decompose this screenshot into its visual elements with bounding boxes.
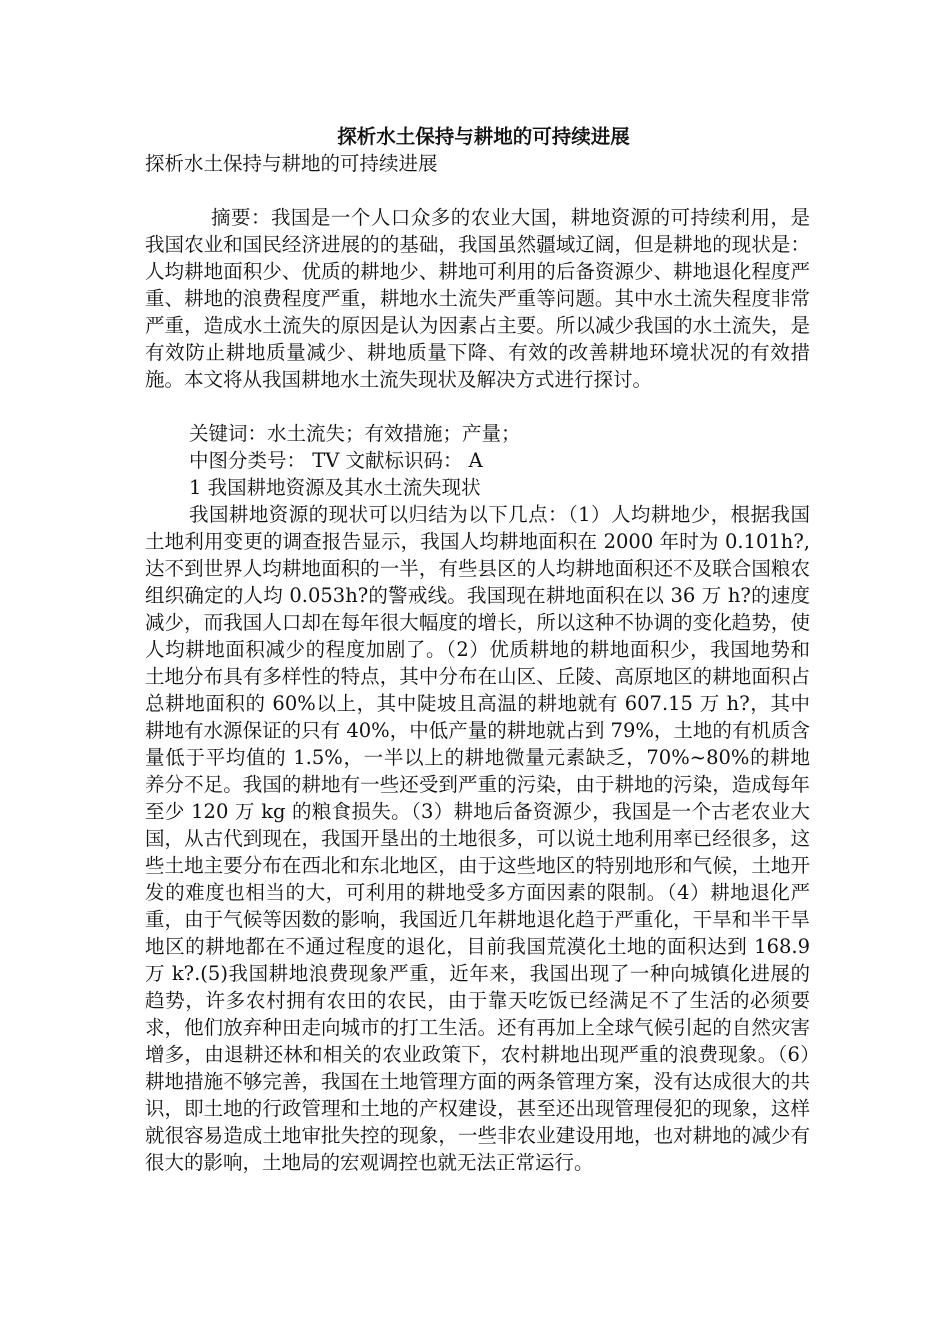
blank-line: [145, 177, 810, 204]
blank-line: [145, 393, 810, 420]
section-heading: 1 我国耕地资源及其水土流失现状: [189, 476, 481, 499]
abstract-paragraph: 摘要：我国是一个人口众多的农业大国，耕地资源的可持续利用，是我国农业和国民经济进展的的基础，我国虽然疆域辽阔，但是耕地的现状是：人均耕地面积少、优质的耕地少、耕地可利用的后备资源少、耕地退化程度严重、耕地的浪费程度严重，耕地水土流失严重等问题。其中水土流失程度非常严重，造成水土流失的原因是认为因素占主要。所以减少我国的水土流失，是有效防止耕地质量减少、耕地质量下降、有效的改善耕地环境状况的有效措施。本文将从我国耕地水土流失现状及解决方式进行探讨。: [145, 206, 810, 391]
document-title: 探析水土保持与耕地的可持续进展: [337, 125, 630, 148]
classification-line: 中图分类号： TV 文献标识码： A: [189, 449, 483, 472]
keywords-line: 关键词：水土流失；有效措施；产量；: [189, 422, 521, 445]
document-subtitle: 探析水土保持与耕地的可持续进展: [145, 152, 438, 175]
body-paragraph: 我国耕地资源的现状可以归结为以下几点：（1）人均耕地少，根据我国土地利用变更的调查报告显示，我国人均耕地面积在 2000 年时为 0.101h?,达不到世界人均耕地面积的一半，有些县区的人均耕地面积还不及联合国粮农组织确定的人均 0.053h?的警戒线。我国现在耕地面积在以 36 万 h?的速度减少，而我国人口却在每年很大幅度的增长，所以这种不协调的变化趋势，使人均耕地面积减少的程度加剧了。（2）优质耕地的耕地面积少，我国地势和土地分布具有多样性的特点，其中分布在山区、丘陵、高原地区的耕地面积占总耕地面积的 60%以上，其中陡坡且高温的耕地就有 607.15 万 h?，其中耕地有水源保证的只有 40%，中低产量的耕地就占到 79%，土地的有机质含量低于平均值的 1.5%，一半以上的耕地微量元素缺乏，70%~80%的耕地养分不足。我国的耕地有一些还受到严重的污染，由于耕地的污染，造成每年至少 120 万 kg 的粮食损失。（3）耕地后备资源少，我国是一个古老农业大国，从古代到现在，我国开垦出的土地很多，可以说土地利用率已经很多，这些土地主要分布在西北和东北地区，由于这些地区的特别地形和气候，土地开发的难度也相当的大，可利用的耕地受多方面因素的限制。（4）耕地退化严重，由于气候等因数的影响，我国近几年耕地退化趋于严重化，干旱和半干旱地区的耕地都在不通过程度的退化，目前我国荒漠化土地的面积达到 168.9 万 k?.(5)我国耕地浪费现象严重，近年来，我国出现了一种向城镇化进展的趋势，许多农村拥有农田的农民，由于靠天吃饭已经满足不了生活的必须要求，他们放弃种田走向城市的打工生活。还有再加上全球气候引起的自然灾害增多，由退耕还林和相关的农业政策下，农村耕地出现严重的浪费现象。（6）耕地措施不够完善，我国在土地管理方面的两条管理方案，没有达成很大的共识，即土地的行政管理和土地的产权建设，甚至还出现管理侵犯的现象，这样就很容易造成土地审批失控的现象，一些非农业建设用地，也对耕地的减少有很大的影响，土地局的宏观调控也就无法正常运行。: [145, 503, 810, 1174]
document-content: [145, 123, 810, 1176]
